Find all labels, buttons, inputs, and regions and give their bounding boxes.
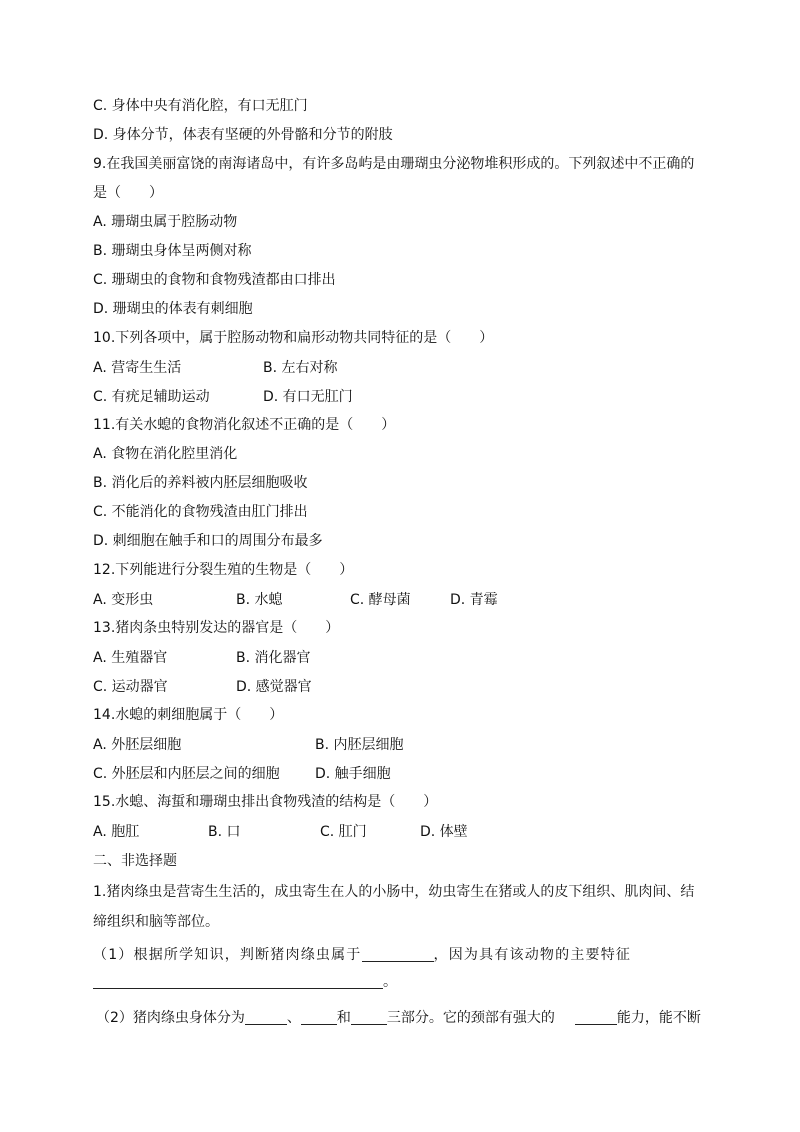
q11-option-a: A. 食物在消化腔里消化	[93, 446, 238, 462]
sub2-text-3: 能力，能不断	[616, 1010, 701, 1026]
q10-option-b: B. 左右对称	[263, 360, 338, 376]
sub1-answer-blank-1[interactable]	[362, 945, 434, 962]
sub2-sep-2: 和	[336, 1010, 351, 1026]
q15-option-c: C. 肛门	[320, 824, 367, 840]
q9-option-d: D. 珊瑚虫的体表有刺细胞	[93, 301, 253, 317]
sub2-text-1: （2）猪肉绦虫身体分为	[96, 1010, 245, 1026]
q13-option-b: B. 消化器官	[236, 650, 311, 666]
q14-stem: 14.水螅的刺细胞属于（ ）	[93, 707, 284, 723]
q9-option-b: B. 珊瑚虫身体呈两侧对称	[93, 243, 252, 259]
q12-option-c: C. 酵母菌	[350, 592, 411, 608]
q11-option-b: B. 消化后的养料被内胚层细胞吸收	[93, 475, 308, 491]
q14-option-c: C. 外胚层和内胚层之间的细胞	[93, 766, 280, 782]
q10-option-c: C. 有疣足辅助运动	[93, 389, 210, 405]
q15-stem: 15.水螅、海蜇和珊瑚虫排出食物残渣的结构是（ ）	[93, 794, 438, 810]
q12-option-b: B. 水螅	[236, 592, 283, 608]
sub2-text-2: 三部分。它的颈部有强大的	[386, 1010, 555, 1026]
sub2-answer-blank-3[interactable]	[351, 1008, 387, 1025]
q9-option-a: A. 珊瑚虫属于腔肠动物	[93, 214, 238, 230]
q11-stem: 11.有关水螅的食物消化叙述不正确的是（ ）	[93, 417, 396, 433]
q13-option-d: D. 感觉器官	[236, 679, 312, 695]
q11-option-c: C. 不能消化的食物残渣由肛门排出	[93, 504, 308, 520]
q15-option-a: A. 胞肛	[93, 824, 140, 840]
essay-q1-sub2	[96, 1008, 701, 1028]
q8-option-c: C. 身体中央有消化腔，有口无肛门	[93, 98, 308, 114]
sub1-text-1: （1）根据所学知识，判断猪肉绦虫属于	[93, 947, 362, 963]
q13-option-c: C. 运动器官	[93, 679, 168, 695]
sub2-answer-blank-1[interactable]	[245, 1008, 287, 1025]
q13-option-a: A. 生殖器官	[93, 650, 168, 666]
q14-option-a: A. 外胚层细胞	[93, 737, 182, 753]
q12-option-d: D. 青霉	[450, 592, 498, 608]
q10-option-a: A. 营寄生生活	[93, 360, 182, 376]
essay-q1-sub1	[93, 945, 631, 965]
essay-q1-stem-cont: 缔组织和脑等部位。	[93, 914, 219, 930]
essay-q1-stem: 1.猪肉绦虫是营寄生生活的，成虫寄生在人的小肠中，幼虫寄生在猪或人的皮下组织、肌肉间、结	[93, 884, 695, 900]
q9-option-c: C. 珊瑚虫的食物和食物残渣都由口排出	[93, 272, 336, 288]
sub2-answer-blank-4[interactable]	[575, 1008, 617, 1025]
q10-stem: 10.下列各项中，属于腔肠动物和扁形动物共同特征的是（ ）	[93, 330, 494, 346]
sub2-answer-blank-2[interactable]	[301, 1008, 337, 1025]
q12-option-a: A. 变形虫	[93, 592, 154, 608]
q11-option-d: D. 刺细胞在触手和口的周围分布最多	[93, 533, 323, 549]
section-heading: 二、非选择题	[93, 853, 177, 869]
q15-option-d: D. 体壁	[420, 824, 468, 840]
sub1-answer-line-2: 。	[93, 972, 397, 992]
q13-stem: 13.猪肉条虫特别发达的器官是（ ）	[93, 620, 340, 636]
q14-option-b: B. 内胚层细胞	[315, 737, 404, 753]
q15-option-b: B. 口	[208, 824, 241, 840]
q8-option-d: D. 身体分节，体表有坚硬的外骨骼和分节的附肢	[93, 127, 393, 143]
q14-option-d: D. 触手细胞	[315, 766, 391, 782]
sub1-text-2: ，因为具有该动物的主要特征	[433, 947, 632, 963]
sub2-sep-1: 、	[286, 1010, 301, 1026]
q9-stem: 9.在我国美丽富饶的南海诸岛中，有许多岛屿是由珊瑚虫分泌物堆积形成的。下列叙述中不正确的	[93, 156, 695, 172]
q12-stem: 12.下列能进行分裂生殖的生物是（ ）	[93, 562, 354, 578]
q9-stem-cont: 是（ ）	[93, 185, 163, 201]
q10-option-d: D. 有口无肛门	[263, 389, 353, 405]
sub1-answer-blank-2[interactable]	[93, 972, 383, 989]
